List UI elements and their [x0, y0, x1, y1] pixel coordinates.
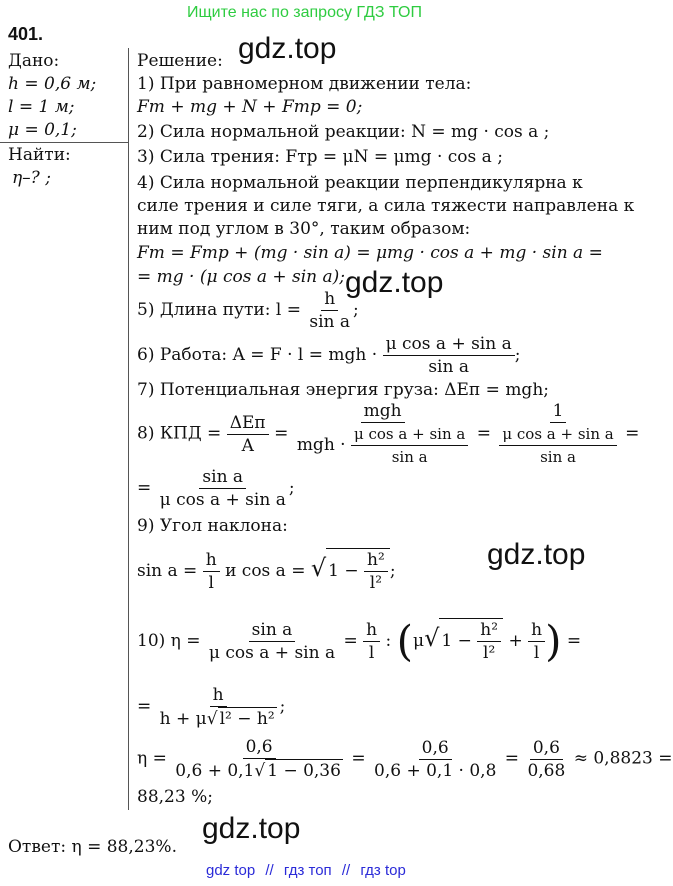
step-9-sqrt-one: 1 −: [328, 561, 359, 581]
step-8-fraction-1: [227, 412, 269, 457]
given-line-l: l = 1 м;: [8, 97, 75, 117]
step-10-plus: +: [508, 631, 523, 651]
calc-fraction-2: [371, 737, 499, 782]
given-title: Дано:: [8, 51, 60, 71]
step-4-line-1: 4) Сила нормальной реакции перпендикулярна к: [137, 173, 583, 193]
step-8-f1-den: A: [241, 435, 254, 456]
step-8-f2-den-left: mgh ·: [296, 435, 346, 455]
step-9-equation: sin a = $\frac{h}{l}$ и cos a = √ 1 − $\frac{\text{h²}}{\text{l²}}$ ;: [137, 550, 396, 593]
step-10-fraction-2: [363, 619, 380, 664]
step-5-numerator: h: [321, 288, 338, 311]
step-8-cont-num: sin a: [199, 466, 246, 489]
step-5-label: 5) Длина пути: l =: [137, 300, 301, 320]
step-9-left: sin a =: [137, 561, 198, 581]
step-10-cont-num: h: [210, 684, 227, 707]
step-4-equation-1: Fт = Fтр + (mg · sin a) = μmg · cos a + mg · sin a =: [137, 243, 603, 263]
find-line: η–? ;: [12, 168, 51, 188]
step-4-line-2: силе трения и силе тяги, а сила тяжести направлена к: [137, 196, 635, 216]
step-10-cont-sqrt: l² − h²: [219, 709, 275, 729]
step-4-line-3: ним под углом в 30°, таким образом:: [137, 219, 471, 239]
step-8-fraction-3: [496, 400, 619, 468]
calc-f1-sqrt: 1 − 0,36: [267, 761, 341, 781]
step-8-continuation: = $\frac{\text{sin a}}{\text{μ cos a + sin a}}$ ;: [137, 467, 295, 510]
step-3: 3) Сила трения: Fтр = μN = μmg · cos a ;: [137, 147, 503, 167]
step-8-f1-num: ΔEп: [227, 412, 269, 435]
step-8-inner-fraction-b: [499, 423, 616, 468]
step-10: 10) η = $\frac{\text{sin a}}{\text{μ cos a + sin a}}$ = $\frac{h}{l}$ : (μ√ 1 − $\frac{\text{h²}}{\text{l²}}$ + $\frac{h}{l}$ ) =: [137, 616, 582, 666]
step-6-numerator: μ cos a + sin a: [383, 333, 515, 356]
step-8-inner-den-b: sin a: [540, 448, 576, 466]
step-4-equation-2: = mg · (μ cos a + sin a);: [137, 267, 346, 287]
step-9: 9) Угол наклона:: [137, 516, 288, 536]
footer-separator-1: //: [265, 862, 274, 879]
banner-text: Ищите нас по запросу ГДЗ ТОП: [187, 4, 422, 21]
step-10-sqrt-fraction: [477, 619, 501, 664]
problem-number: 401.: [8, 24, 44, 44]
step-9-mid: и cos a =: [225, 561, 306, 581]
step-10-f1-den: μ cos a + sin a: [208, 643, 336, 663]
step-9-sqrt-num: h²: [364, 549, 388, 572]
step-10-fraction-3: [528, 619, 545, 664]
step-8-cont-den: μ cos a + sin a: [159, 490, 286, 510]
footer-link-2[interactable]: гдз топ: [283, 862, 332, 879]
sqrt-sign: √: [254, 761, 266, 781]
step-6-label: 6) Работа: A = F · l = mgh ·: [137, 345, 378, 365]
footer-separator-2: //: [341, 862, 351, 879]
step-9-sqrt: [326, 548, 390, 594]
calc-f2-den: 0,6 + 0,1 · 0,8: [374, 760, 497, 781]
step-6-fraction: [383, 333, 515, 378]
calc-fraction-3: [524, 737, 568, 782]
calc-eta: η =: [137, 748, 167, 769]
step-10-label: 10) η =: [137, 631, 201, 651]
given-vertical-rule: [128, 48, 129, 810]
step-10-sqrt-num: h²: [477, 619, 501, 642]
sqrt-sign: √: [310, 554, 327, 582]
step-8-f2-den: [294, 423, 472, 468]
calc-result: ≈ 0,8823 =: [573, 748, 673, 769]
step-10-f2-num: h: [363, 619, 380, 642]
step-10-cont-den-left: h + μ: [159, 709, 207, 729]
calc-f3-num: 0,6: [530, 737, 563, 760]
step-6-denominator: sin a: [428, 357, 469, 377]
watermark-2: gdz.top: [345, 266, 444, 299]
step-10-colon: :: [385, 631, 392, 651]
step-9-num: h: [203, 549, 220, 572]
step-8-inner-den-a: sin a: [391, 448, 428, 466]
step-8-f3-num: 1: [550, 400, 567, 423]
step-10-sqrt-den: l²: [483, 643, 496, 663]
step-8-label: 8) КПД =: [137, 423, 222, 444]
step-10-continuation: = $\frac{h}{\text{h + μ√ l² − h²}}$ ;: [137, 685, 286, 729]
step-10-continuation-fraction: [157, 684, 280, 730]
calc-fraction-1: [172, 736, 346, 782]
find-title: Найти:: [8, 145, 71, 165]
calc-f1-den-left: 0,6 + 0,1: [175, 761, 255, 781]
solution-title: Решение:: [137, 51, 223, 71]
step-10-fraction-1: [206, 619, 338, 664]
step-6: 6) Работа: A = F · l = mgh · $\frac{\text{μ cos a + sin a}}{\text{sin a}}$ ;: [137, 334, 521, 377]
answer: Ответ: η = 88,23%.: [8, 837, 177, 857]
step-8-inner-num-b: μ cos a + sin a: [499, 423, 616, 446]
calculation: η = $\frac{0,6}{0,6 + 0,1√ 1 - 0,36}$ = $\frac{0,6}{0,6 + 0,1 \cdot 0,8}$ = $\frac{0,6}{0,68}$ ≈ 0,8823 =: [137, 737, 673, 781]
step-10-f2-den: l: [368, 643, 375, 663]
given-line-mu: μ = 0,1;: [8, 120, 77, 140]
step-1-equation: Fт + mg + N + Fтр = 0;: [137, 97, 363, 117]
step-9-sqrt-den: l²: [369, 573, 383, 593]
footer-link-1[interactable]: gdz top: [206, 862, 256, 879]
step-10-cont-den: [157, 707, 280, 730]
step-8-inner-fraction-a: [351, 423, 468, 468]
step-10-sqrt-one: 1 −: [441, 631, 472, 651]
step-9-fraction: [203, 549, 220, 594]
calc-percent: 88,23 %;: [137, 787, 213, 807]
step-8-f3-den: [496, 423, 619, 468]
given-divider: [0, 142, 128, 143]
calc-f1-num: 0,6: [243, 736, 276, 759]
watermark-3: gdz.top: [487, 538, 586, 571]
sqrt-sign: √: [206, 709, 218, 729]
step-8: 8) КПД = $\frac{\text{ΔEп}}{A}$ = mgh mgh · $\frac{\text{μ cos a + sin a}}{\text{sin a}}$ = $\frac{1}{\frac{\text{μ cos a + sin a}}{\text{sin a}}}$ =: [137, 401, 640, 466]
watermark-4: gdz.top: [202, 812, 301, 845]
step-10-sqrt: [439, 618, 503, 664]
calc-f2-num: 0,6: [419, 737, 452, 760]
sqrt-sign: √: [424, 624, 440, 652]
step-8-continuation-fraction: [157, 466, 289, 511]
calc-f1-den: [172, 759, 346, 782]
step-5-denominator: sin a: [309, 312, 351, 332]
step-10-f1-num: sin a: [249, 619, 296, 642]
calc-f3-den: 0,68: [527, 760, 566, 781]
footer-link-3[interactable]: гдз top: [360, 862, 406, 879]
step-8-inner-num-a: μ cos a + sin a: [351, 423, 468, 446]
step-10-f3-num: h: [528, 619, 545, 642]
step-9-den: l: [208, 573, 214, 593]
step-1: 1) При равномерном движении тела:: [137, 74, 472, 94]
step-8-fraction-2: [294, 400, 472, 468]
watermark-1: gdz.top: [238, 32, 337, 65]
footer-links: [206, 862, 406, 879]
left-paren: (: [396, 616, 414, 666]
given-line-h: h = 0,6 м;: [8, 74, 97, 94]
step-10-mu: μ: [413, 631, 425, 651]
step-5: 5) Длина пути: l = $\frac{h}{\text{sin a}}$ ;: [137, 289, 359, 332]
right-paren: ): [545, 616, 562, 666]
step-9-sqrt-fraction: [364, 549, 388, 594]
step-2: 2) Сила нормальной реакции: N = mg · cos a ;: [137, 122, 550, 142]
step-7: 7) Потенциальная энергия груза: ΔEп = mgh;: [137, 380, 549, 400]
step-10-f3-den: l: [533, 643, 540, 663]
step-8-f2-num: mgh: [361, 400, 405, 423]
